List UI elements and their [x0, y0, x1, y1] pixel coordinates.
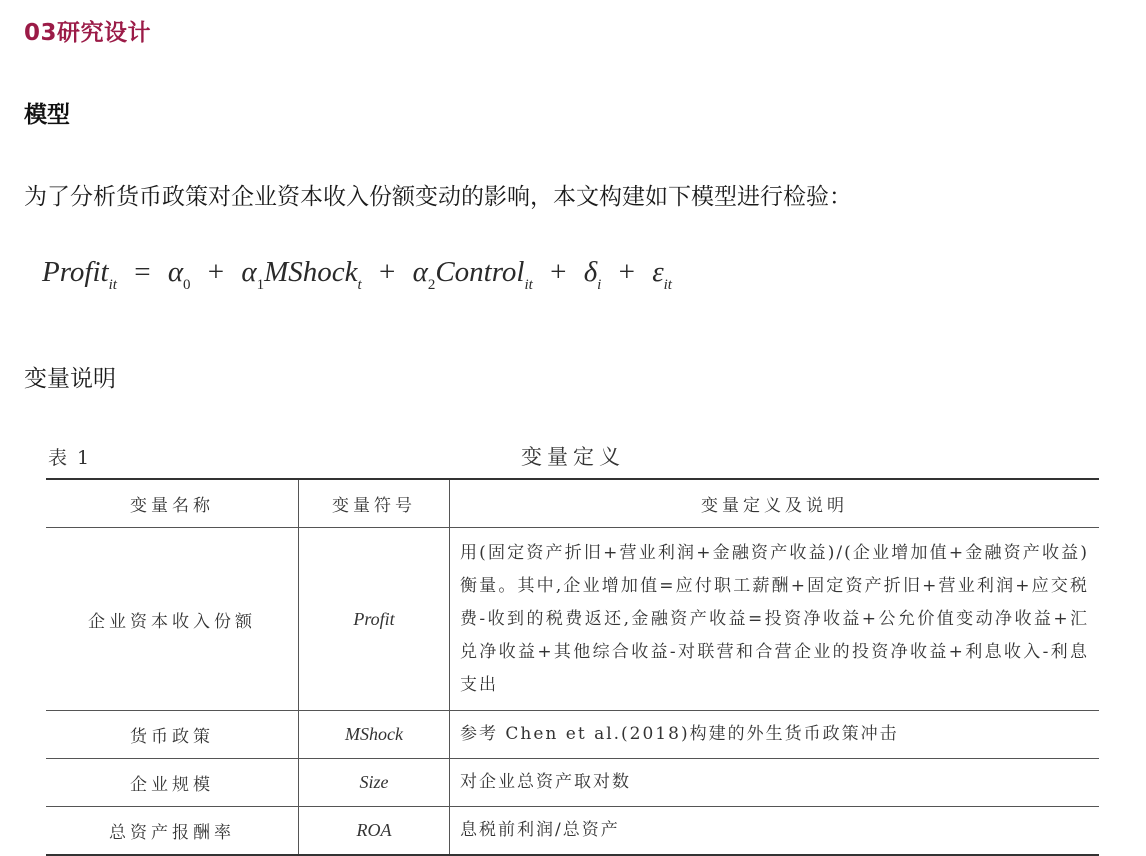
formula-mshock: MShock [264, 256, 358, 288]
formula-alpha2-sub: 2 [427, 277, 436, 293]
variable-name: 货币政策 [46, 711, 299, 759]
formula-delta-sub: i [597, 277, 602, 293]
table-header-row [46, 479, 1099, 528]
formula-lhs-sub: it [108, 277, 117, 293]
variable-symbol: MShock [299, 711, 450, 759]
formula-alpha1: α [241, 256, 257, 288]
variables-table [46, 478, 1099, 856]
formula-alpha0: α [167, 256, 184, 288]
variable-definition: 用(固定资产折旧+营业利润+金融资产收益)/(企业增加值+金融资产收益)衡量。其中,企业增加值=应付职工薪酬+固定资产折旧+营业利润+应交税费-收到的税费返还,金融资产收益=投资净收益+公允价值变动净收益+汇兑净收益+其他综合收益-对联营和合营企业的投资净收益+利息收入-利息支出 [450, 528, 1100, 711]
variable-definition: 参考 Chen et al.(2018)构建的外生货币政策冲击 [450, 711, 1100, 759]
table-row [46, 807, 1099, 856]
formula-plus-3: + [550, 256, 567, 288]
variable-name: 企业资本收入份额 [46, 528, 299, 711]
variable-definition: 息税前利润/总资产 [460, 820, 620, 840]
variable-name: 总资产报酬率 [46, 807, 299, 856]
formula-control-sub: it [524, 277, 533, 293]
formula-control: Control [435, 256, 525, 288]
model-heading: 模型 [24, 102, 70, 128]
table-row [46, 759, 1099, 807]
variable-symbol: Profit [299, 528, 450, 711]
table-row [46, 528, 1099, 711]
formula-alpha1-sub: 1 [256, 277, 265, 293]
header-variable-symbol: 变量符号 [299, 479, 450, 528]
table-title: 变量定义 [521, 445, 625, 469]
formula-alpha2: α [412, 256, 428, 288]
variable-definition: 对企业总资产取对数 [450, 759, 1100, 807]
formula-mshock-sub: t [357, 277, 362, 293]
formula-lhs: Profit [42, 256, 109, 288]
table-label: 表 1 [48, 447, 92, 469]
model-equation [42, 256, 672, 294]
variable-name: 企业规模 [46, 759, 299, 807]
header-variable-definition: 变量定义及说明 [450, 479, 1100, 528]
formula-plus-4: + [618, 256, 635, 288]
table-row [46, 711, 1099, 759]
formula-epsilon-sub: it [663, 277, 672, 293]
formula-alpha0-sub: 0 [183, 277, 191, 293]
variables-heading: 变量说明 [24, 366, 116, 392]
formula-equals: = [134, 256, 151, 288]
intro-paragraph: 为了分析货币政策对企业资本收入份额变动的影响，本文构建如下模型进行检验： [24, 184, 852, 210]
variable-symbol: ROA [299, 807, 450, 856]
formula-delta: δ [583, 256, 598, 288]
formula-plus-1: + [207, 256, 225, 288]
header-variable-name: 变量名称 [46, 479, 299, 528]
section-title: 03研究设计 [24, 20, 152, 46]
formula-epsilon: ε [652, 256, 664, 288]
formula-plus-2: + [378, 256, 396, 288]
variable-symbol: Size [299, 759, 450, 807]
